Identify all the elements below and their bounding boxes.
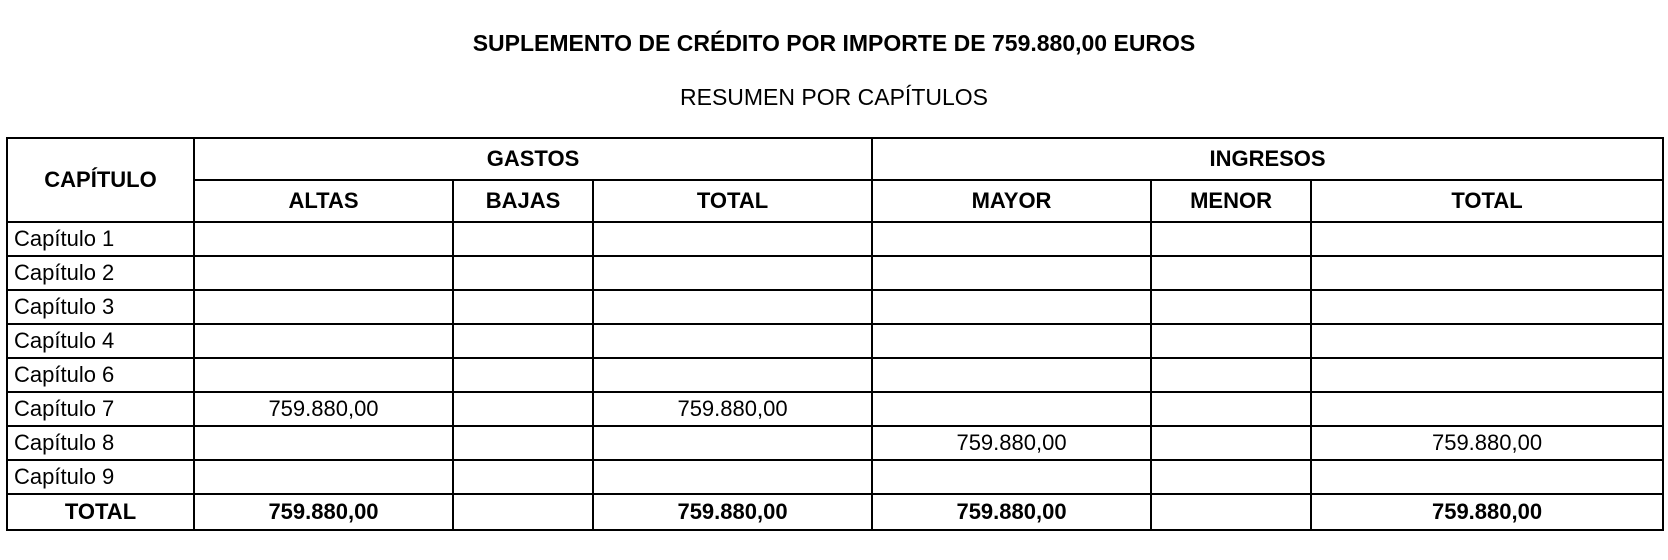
- cell-total-ingresos: [1311, 222, 1663, 256]
- cell-bajas: [453, 460, 593, 494]
- header-chapter: CAPÍTULO: [7, 138, 194, 222]
- table-row: [7, 460, 1663, 494]
- cell-menor: [1151, 324, 1311, 358]
- total-row: [7, 494, 1663, 530]
- cell-menor: [1151, 256, 1311, 290]
- cell-total-gastos: [593, 426, 872, 460]
- header-gastos: GASTOS: [194, 138, 872, 180]
- cell-total-ingresos: [1311, 358, 1663, 392]
- row-label: Capítulo 6: [7, 358, 194, 392]
- cell-altas: 759.880,00: [194, 392, 453, 426]
- cell-menor: [1151, 222, 1311, 256]
- header-ingresos: INGRESOS: [872, 138, 1663, 180]
- table-row: [7, 426, 1663, 460]
- row-label: Capítulo 1: [7, 222, 194, 256]
- cell-mayor: [872, 460, 1151, 494]
- cell-altas: [194, 324, 453, 358]
- cell-total-gastos: [593, 358, 872, 392]
- cell-menor: [1151, 460, 1311, 494]
- cell-total-gastos: [593, 460, 872, 494]
- cell-menor: [1151, 290, 1311, 324]
- table-row: [7, 256, 1663, 290]
- total-bajas: [453, 494, 593, 530]
- table-row: [7, 358, 1663, 392]
- header-altas: ALTAS: [194, 180, 453, 222]
- cell-mayor: [872, 290, 1151, 324]
- cell-altas: [194, 358, 453, 392]
- row-label: Capítulo 8: [7, 426, 194, 460]
- cell-total-ingresos: [1311, 290, 1663, 324]
- cell-bajas: [453, 426, 593, 460]
- header-mayor: MAYOR: [872, 180, 1151, 222]
- cell-mayor: [872, 324, 1151, 358]
- document-subtitle: RESUMEN POR CAPÍTULOS: [680, 84, 988, 110]
- table-row: [7, 324, 1663, 358]
- cell-menor: [1151, 358, 1311, 392]
- cell-bajas: [453, 392, 593, 426]
- cell-altas: [194, 222, 453, 256]
- cell-mayor: [872, 358, 1151, 392]
- cell-total-ingresos: [1311, 324, 1663, 358]
- total-altas: 759.880,00: [194, 494, 453, 530]
- header-row-columns: [7, 180, 1663, 222]
- table-row: [7, 290, 1663, 324]
- row-label: Capítulo 7: [7, 392, 194, 426]
- total-mayor: 759.880,00: [872, 494, 1151, 530]
- header-total-gastos: TOTAL: [593, 180, 872, 222]
- header-total-ingresos: TOTAL: [1311, 180, 1663, 222]
- total-gastos: 759.880,00: [593, 494, 872, 530]
- cell-menor: [1151, 426, 1311, 460]
- cell-bajas: [453, 256, 593, 290]
- row-label: Capítulo 2: [7, 256, 194, 290]
- total-ingresos: 759.880,00: [1311, 494, 1663, 530]
- cell-total-ingresos: [1311, 392, 1663, 426]
- cell-total-gastos: [593, 256, 872, 290]
- cell-total-ingresos: [1311, 460, 1663, 494]
- header-bajas: BAJAS: [453, 180, 593, 222]
- cell-total-gastos: 759.880,00: [593, 392, 872, 426]
- header-menor: MENOR: [1151, 180, 1311, 222]
- cell-bajas: [453, 290, 593, 324]
- row-label: Capítulo 9: [7, 460, 194, 494]
- cell-bajas: [453, 222, 593, 256]
- cell-total-gastos: [593, 290, 872, 324]
- chapter-summary-table: [6, 137, 1664, 531]
- header-row-groups: [7, 138, 1663, 180]
- cell-menor: [1151, 392, 1311, 426]
- cell-altas: [194, 460, 453, 494]
- cell-total-gastos: [593, 222, 872, 256]
- total-label: TOTAL: [7, 494, 194, 530]
- table-row: [7, 222, 1663, 256]
- cell-bajas: [453, 324, 593, 358]
- cell-mayor: [872, 222, 1151, 256]
- cell-altas: [194, 426, 453, 460]
- row-label: Capítulo 4: [7, 324, 194, 358]
- cell-mayor: [872, 256, 1151, 290]
- cell-altas: [194, 290, 453, 324]
- row-label: Capítulo 3: [7, 290, 194, 324]
- cell-mayor: 759.880,00: [872, 426, 1151, 460]
- document-title: SUPLEMENTO DE CRÉDITO POR IMPORTE DE 759.880,00 EUROS: [472, 30, 1196, 56]
- cell-altas: [194, 256, 453, 290]
- total-menor: [1151, 494, 1311, 530]
- cell-bajas: [453, 358, 593, 392]
- cell-mayor: [872, 392, 1151, 426]
- table-row: [7, 392, 1663, 426]
- cell-total-gastos: [593, 324, 872, 358]
- cell-total-ingresos: 759.880,00: [1311, 426, 1663, 460]
- cell-total-ingresos: [1311, 256, 1663, 290]
